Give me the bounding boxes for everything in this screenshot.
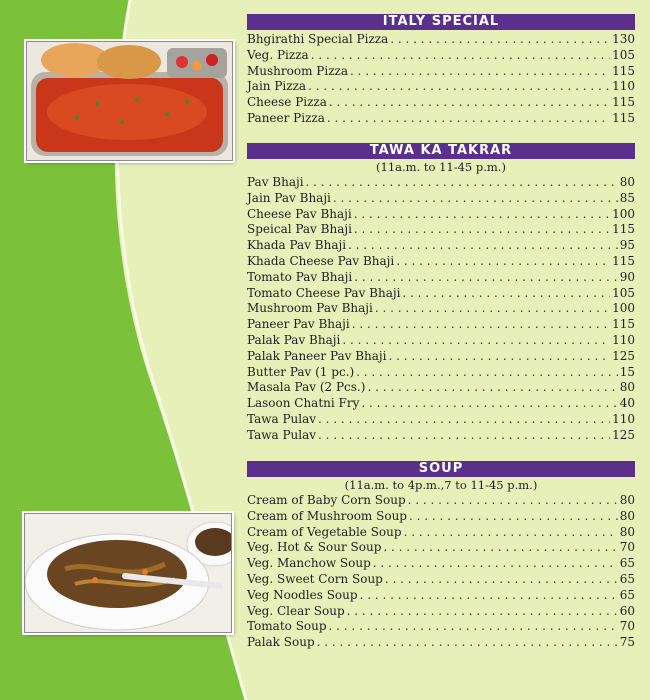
menu-item	[247, 286, 635, 302]
item-price: 80	[619, 493, 635, 507]
item-name: Jain Pav Bhaji	[247, 190, 331, 205]
item-name: Palak Soup	[247, 635, 315, 650]
dot-leader	[306, 175, 618, 191]
item-price: 100	[612, 206, 635, 221]
item-price: 80	[619, 175, 635, 189]
italy-special-section	[247, 14, 635, 127]
item-price: 70	[619, 540, 635, 555]
dot-leader	[342, 333, 610, 349]
menu-item	[247, 635, 635, 651]
menu-list	[247, 32, 635, 127]
item-name: Tomato Pav Bhaji	[247, 269, 353, 284]
menu-item	[247, 333, 635, 349]
item-price: 110	[612, 79, 635, 94]
menu-item	[247, 588, 635, 604]
section-header: TAWA KA TAKRAR	[247, 143, 635, 159]
menu-item	[247, 604, 635, 620]
dot-leader	[354, 222, 610, 238]
dot-leader	[356, 365, 618, 381]
dot-leader	[333, 191, 618, 207]
dot-leader	[308, 79, 610, 95]
menu-item	[247, 493, 635, 509]
item-price: 105	[612, 285, 635, 300]
item-price: 125	[612, 348, 635, 363]
dot-leader	[354, 207, 610, 223]
dot-leader	[352, 317, 610, 333]
item-price: 80	[619, 380, 635, 395]
item-name: Veg. Hot & Sour Soup	[247, 540, 382, 555]
item-price: 125	[612, 427, 635, 442]
item-price: 15	[619, 364, 635, 379]
dot-leader	[347, 604, 618, 620]
dot-leader	[311, 48, 610, 64]
item-price: 70	[619, 619, 635, 634]
menu-item	[247, 396, 635, 412]
item-name: Veg. Sweet Corn Soup	[247, 571, 383, 586]
menu-item	[247, 540, 635, 556]
menu-item	[247, 222, 635, 238]
dot-leader	[329, 619, 618, 635]
item-price: 95	[619, 238, 635, 253]
item-name: Veg. Clear Soup	[247, 603, 345, 618]
item-price: 115	[612, 253, 635, 268]
item-price: 75	[619, 635, 635, 650]
item-price: 40	[619, 396, 635, 411]
item-price: 115	[612, 222, 635, 237]
menu-item	[247, 380, 635, 396]
item-price: 115	[612, 95, 635, 110]
item-price: 105	[612, 47, 635, 62]
item-name: Butter Pav (1 pc.)	[247, 364, 355, 379]
dot-leader	[317, 635, 618, 651]
item-name: Cream of Vegetable Soup	[247, 524, 402, 539]
dot-leader	[318, 412, 610, 428]
pav-bhaji-photo	[26, 41, 233, 161]
dot-leader	[361, 396, 617, 412]
item-name: Cheese Pizza	[247, 95, 327, 110]
item-price: 110	[612, 332, 635, 347]
dot-leader	[408, 493, 618, 509]
dot-leader	[367, 380, 617, 396]
item-price: 90	[619, 269, 635, 284]
section-timing: (11a.m. to 4p.m.,7 to 11-45 p.m.)	[344, 478, 538, 492]
item-price: 130	[612, 32, 635, 46]
dot-leader	[348, 238, 618, 254]
menu-item	[247, 32, 635, 48]
item-name: Mushroom Pizza	[247, 63, 348, 78]
menu-item	[247, 301, 635, 317]
item-name: Masala Pav (2 Pcs.)	[247, 380, 366, 395]
menu-item	[247, 572, 635, 588]
item-name: Tawa Pulav	[247, 427, 317, 442]
item-name: Veg Noodles Soup	[247, 587, 358, 602]
menu-item	[247, 95, 635, 111]
menu-item	[247, 270, 635, 286]
dot-leader	[404, 525, 618, 541]
item-name: Cheese Pav Bhaji	[247, 206, 352, 221]
dot-leader	[402, 286, 610, 302]
dot-leader	[388, 349, 610, 365]
item-price: 65	[619, 556, 635, 571]
dot-leader	[409, 509, 618, 525]
menu-list	[247, 493, 635, 651]
item-price: 100	[612, 301, 635, 316]
section-header: ITALY SPECIAL	[247, 14, 635, 30]
item-price: 110	[612, 411, 635, 426]
menu-item	[247, 111, 635, 127]
dot-leader	[383, 540, 617, 556]
item-price: 85	[619, 190, 635, 205]
menu-item	[247, 619, 635, 635]
item-name: Cream of Baby Corn Soup	[247, 493, 406, 507]
soup-photo	[24, 513, 232, 633]
menu-item	[247, 365, 635, 381]
dot-leader	[329, 95, 610, 111]
item-name: Palak Pav Bhaji	[247, 332, 341, 347]
item-name: Mushroom Pav Bhaji	[247, 301, 373, 316]
item-price: 80	[619, 524, 635, 539]
dot-leader	[390, 32, 610, 48]
menu-item	[247, 64, 635, 80]
section-header: SOUP	[247, 461, 635, 477]
menu-item	[247, 48, 635, 64]
menu-item	[247, 349, 635, 365]
item-price: 60	[619, 603, 635, 618]
item-price: 65	[619, 587, 635, 602]
menu-item	[247, 509, 635, 525]
item-name: Palak Paneer Pav Bhaji	[247, 348, 387, 363]
item-name: Paneer Pizza	[247, 110, 325, 125]
dot-leader	[375, 301, 610, 317]
menu-item	[247, 254, 635, 270]
menu-item	[247, 317, 635, 333]
item-name: Veg. Manchow Soup	[247, 556, 371, 571]
item-name: Pav Bhaji	[247, 175, 304, 189]
dot-leader	[396, 254, 610, 270]
item-name: Cream of Mushroom Soup	[247, 508, 407, 523]
item-price: 115	[612, 317, 635, 332]
item-name: Khada Pav Bhaji	[247, 238, 347, 253]
dot-leader	[360, 588, 618, 604]
item-name: Tomato Cheese Pav Bhaji	[247, 285, 401, 300]
dot-leader	[318, 428, 610, 444]
tawa-section	[247, 143, 635, 444]
item-name: Speical Pav Bhaji	[247, 222, 352, 237]
item-name: Bhgirathi Special Pizza	[247, 32, 389, 46]
menu-item	[247, 175, 635, 191]
dot-leader	[385, 572, 618, 588]
item-price: 80	[619, 508, 635, 523]
dot-leader	[373, 556, 618, 572]
dot-leader	[327, 111, 610, 127]
dot-leader	[354, 270, 617, 286]
menu-item	[247, 207, 635, 223]
menu-item	[247, 525, 635, 541]
menu-item	[247, 428, 635, 444]
item-name: Tawa Pulav	[247, 411, 317, 426]
menu-item	[247, 556, 635, 572]
item-name: Jain Pizza	[247, 79, 307, 94]
item-name: Khada Cheese Pav Bhaji	[247, 253, 395, 268]
menu-item	[247, 79, 635, 95]
item-name: Lasoon Chatni Fry	[247, 396, 360, 411]
item-price: 65	[619, 571, 635, 586]
menu-item	[247, 191, 635, 207]
item-name: Paneer Pav Bhaji	[247, 317, 350, 332]
item-price: 115	[612, 63, 635, 78]
item-price: 115	[612, 110, 635, 125]
item-name: Veg. Pizza	[247, 47, 309, 62]
item-name: Tomato Soup	[247, 619, 327, 634]
dot-leader	[350, 64, 610, 80]
soup-section	[247, 461, 635, 651]
menu-item	[247, 238, 635, 254]
menu-list	[247, 175, 635, 444]
section-timing: (11a.m. to 11-45 p.m.)	[376, 160, 506, 174]
menu-item	[247, 412, 635, 428]
